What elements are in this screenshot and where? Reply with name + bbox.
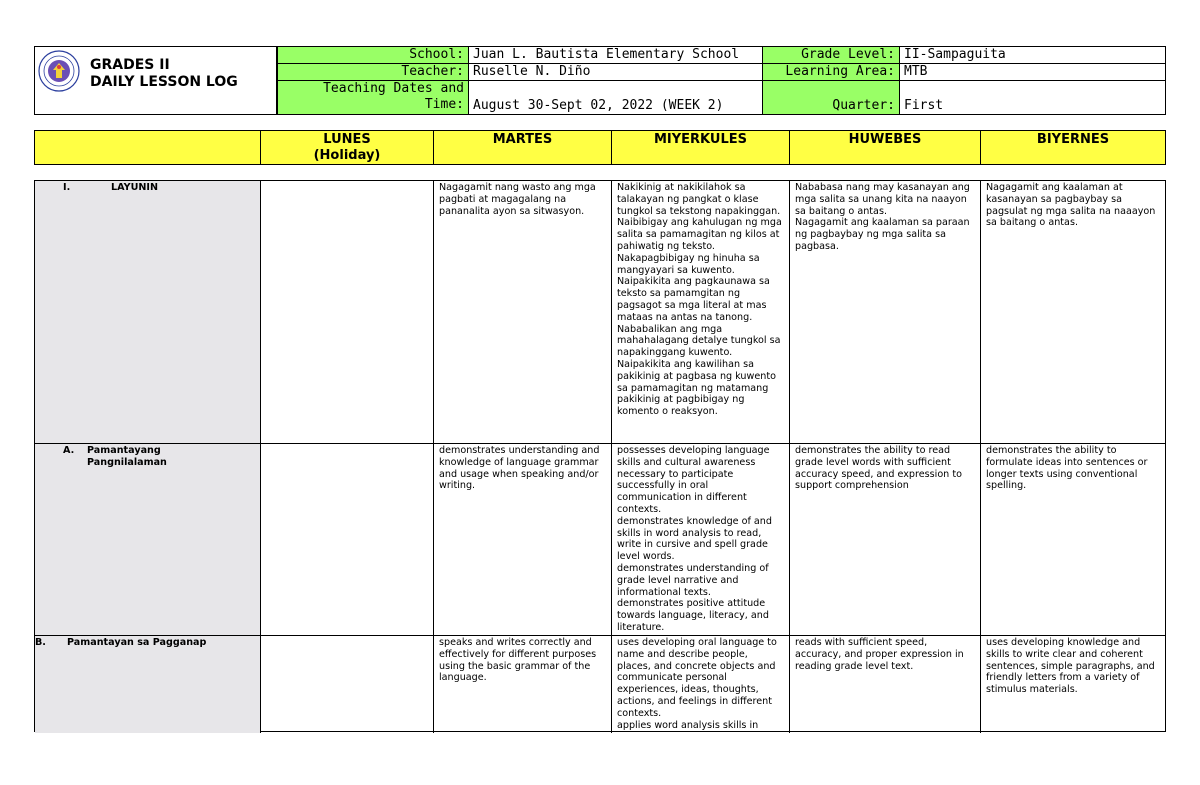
row-label-text: Pamantayan sa Pagganap xyxy=(67,637,207,648)
row-label-line-2: Pangnilalaman xyxy=(87,456,167,468)
cell-friday: demonstrates the ability to formulate ideas into sentences or longer texts using conventional spelling. xyxy=(980,444,1165,635)
cell-monday xyxy=(260,636,433,733)
header-info-grid xyxy=(277,46,1166,115)
dates-label-line-2: Time: xyxy=(424,97,464,112)
cell-tuesday: demonstrates understanding and knowledge of language grammar and usage when speaking and/or writing. xyxy=(433,444,611,635)
cell-friday: Nagagamit ang kaalaman at kasanayan sa pagbaybay sa pagsulat ng mga salita na naaayon sa baitang o antas. xyxy=(980,181,1165,443)
quarter-value: First xyxy=(900,81,1165,114)
row-label-text xyxy=(87,445,167,469)
teacher-value: Ruselle N. Diño xyxy=(469,64,763,81)
page-title xyxy=(90,57,238,91)
day-header-blank xyxy=(35,131,260,164)
title-line-2: DAILY LESSON LOG xyxy=(90,74,238,90)
cell-thursday: reads with sufficient speed, accuracy, and proper expression in reading grade level text. xyxy=(789,636,980,733)
dates-value: August 30-Sept 02, 2022 (WEEK 2) xyxy=(469,81,763,114)
grade-level-label: Grade Level: xyxy=(763,47,900,64)
cell-thursday: Nababasa nang may kasanayan ang mga salita sa unang kita na naayon sa baitang o antas. Nagagamit ang kaalaman sa paraan ng pagbaybay ng mga salita sa pagbasa. xyxy=(789,181,980,443)
row-label-pamantayang xyxy=(35,444,260,635)
cell-wednesday: Nakikinig at nakikilahok sa talakayan ng pangkat o klase tungkol sa tekstong napakinggan. Naibibigay ang kahulugan ng mga salita sa pamamagitan ng kilos at pahiwatig ng teksto. Nakapagbibigay ng hinuha sa mangyayari sa kuwento. Naipakikita ang pagkaunawa sa teksto sa pamamgitan ng pagsagot sa mga literal at mas mataas na antas na tanong. Nababalikan ang mga mahahalagang detalye tungkol sa napakinggang kuwento. Naipakikita ang kawilihan sa pakikinig at pagbasa ng kuwento sa pamamagitan ng matamang pakikinig at pagbibigay ng komento o reaksyon. xyxy=(611,181,789,443)
monday-label: LUNES xyxy=(323,132,371,147)
school-label: School: xyxy=(278,47,469,64)
day-header-thursday: HUWEBES xyxy=(789,131,980,164)
deped-seal-icon xyxy=(38,50,80,92)
cell-tuesday: speaks and writes correctly and effectively for different purposes using the basic grammar of the language. xyxy=(433,636,611,733)
row-pamantayang-pangnilalaman xyxy=(35,444,1165,636)
learning-area-label: Learning Area: xyxy=(763,64,900,81)
dates-label-line-1: Teaching Dates and xyxy=(323,81,464,96)
dates-label xyxy=(278,81,469,114)
day-header-wednesday: MIYERKULES xyxy=(611,131,789,164)
cell-friday: uses developing knowledge and skills to write clear and coherent sentences, simple paragraphs, and friendly letters from a variety of stimulus materials. xyxy=(980,636,1165,733)
day-header-row xyxy=(34,130,1166,165)
row-label-text: LAYUNIN xyxy=(111,182,158,193)
monday-note: (Holiday) xyxy=(313,148,381,163)
row-number: A. xyxy=(63,445,75,456)
row-number: B. xyxy=(35,637,46,648)
grade-level-value: II-Sampaguita xyxy=(900,47,1165,64)
cell-tuesday: Nagagamit nang wasto ang mga pagbati at magagalang na pananalita ayon sa sitwasyon. xyxy=(433,181,611,443)
cell-thursday: demonstrates the ability to read grade level words with sufficient accuracy speed, and expression to support comprehension xyxy=(789,444,980,635)
learning-area-value: MTB xyxy=(900,64,1165,81)
lesson-log-table xyxy=(34,180,1166,732)
day-header-monday xyxy=(260,131,433,164)
row-label-pagganap xyxy=(35,636,260,733)
row-pamantayan-sa-pagganap xyxy=(35,636,1165,733)
row-layunin xyxy=(35,181,1165,444)
teacher-label: Teacher: xyxy=(278,64,469,81)
title-line-1: GRADES II xyxy=(90,57,170,73)
cell-wednesday: uses developing oral language to name and describe people, places, and concrete objects and communicate personal experiences, ideas, thoughts, actions, and feelings in different contexts. applies word analysis skills in xyxy=(611,636,789,733)
school-value: Juan L. Bautista Elementary School xyxy=(469,47,763,64)
row-label-layunin xyxy=(35,181,260,443)
quarter-label: Quarter: xyxy=(763,81,900,114)
cell-wednesday: possesses developing language skills and cultural awareness necessary to participate successfully in oral communication in different contexts. demonstrates knowledge of and skills in word analysis to read, write in cursive and spell grade level words. demonstrates understanding of grade level narrative and informational texts. demonstrates positive attitude towards language, literacy, and literature. xyxy=(611,444,789,635)
cell-monday xyxy=(260,181,433,443)
cell-monday xyxy=(260,444,433,635)
day-header-tuesday: MARTES xyxy=(433,131,611,164)
row-number: I. xyxy=(63,182,71,193)
day-header-friday: BIYERNES xyxy=(980,131,1165,164)
row-label-line-1: Pamantayang xyxy=(87,445,161,456)
